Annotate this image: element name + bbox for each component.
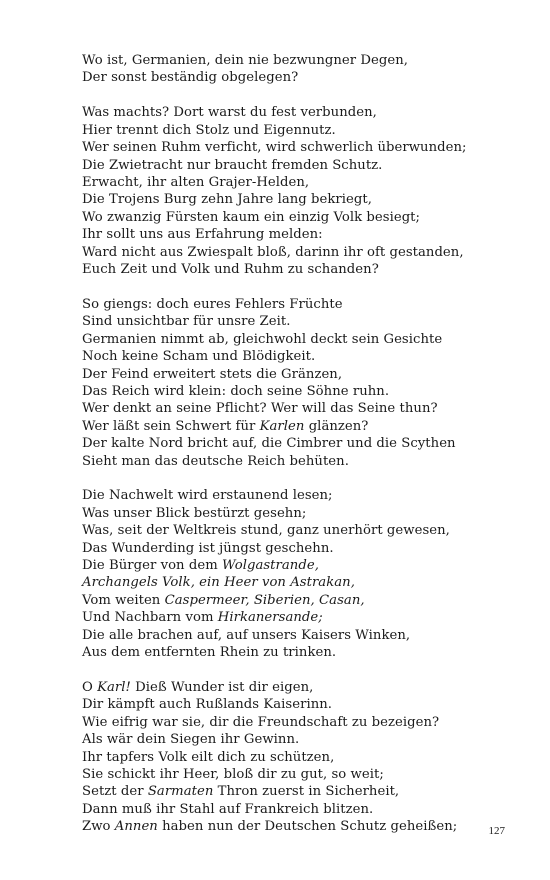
poem-line <box>82 522 482 539</box>
text-segment: Ihr sollt uns aus Erfahrung melden: <box>82 227 323 243</box>
poem-line <box>82 505 482 522</box>
stanza <box>82 296 482 470</box>
italic-segment: Karl! <box>97 680 131 695</box>
text-segment: glänzen? <box>304 418 369 434</box>
poem-line <box>82 714 482 731</box>
stanza <box>82 104 482 278</box>
text-segment: Wie eifrig war sie, dir die Freundschaft zu bezeigen? <box>82 714 440 730</box>
text-segment: Vom weiten <box>82 592 165 608</box>
poem-line <box>82 226 482 243</box>
text-segment: Thron zuerst in Sicherheit, <box>213 784 400 800</box>
text-segment: Das Reich wird klein: doch seine Söhne ruhn. <box>82 383 390 399</box>
text-segment: haben nun der Deutschen Schutz geheißen; <box>157 819 458 835</box>
poem-line <box>82 209 482 226</box>
poem-line <box>82 731 482 748</box>
text-segment: Was machts? Dort warst du fest verbunden, <box>82 105 377 121</box>
poem-line <box>82 348 482 365</box>
poem-line <box>82 644 482 661</box>
stanza <box>82 487 482 661</box>
text-segment: Wer denkt an seine Pflicht? Wer will das Seine thun? <box>82 401 438 417</box>
italic-segment: Sarmaten <box>147 784 214 800</box>
poem-line <box>82 574 482 591</box>
text-segment: Wer läßt sein Schwert für <box>82 418 260 434</box>
poem-line <box>82 627 482 644</box>
poem-line <box>82 696 482 713</box>
poem-line <box>82 313 482 330</box>
text-segment: Was unser Blick bestürzt gesehn; <box>82 505 307 521</box>
poem-line <box>82 801 482 818</box>
text-segment: Dieß Wunder ist dir eigen, <box>130 680 314 695</box>
text-segment: Zwo <box>82 819 115 835</box>
text-segment: Sie schickt ihr Heer, bloß dir zu gut, so weit; <box>82 767 384 783</box>
poem-line <box>82 52 482 69</box>
text-segment: Dir kämpft auch Rußlands Kaiserinn. <box>82 697 333 713</box>
text-segment: Der kalte Nord bricht auf, die Cimbrer und die Scythen <box>82 436 456 452</box>
text-segment: Was, seit der Weltkreis stund, ganz unerhört gewesen, <box>82 523 450 539</box>
poem-line <box>82 766 482 783</box>
text-segment: Die Trojens Burg zehn Jahre lang bekriegt, <box>82 192 372 208</box>
poem-line <box>82 487 482 504</box>
text-segment: Setzt der <box>82 784 148 800</box>
poem-line <box>82 400 482 417</box>
text-segment: Dann muß ihr Stahl auf Frankreich blitzen. <box>82 801 374 817</box>
poem-line <box>82 104 482 121</box>
poem-line <box>82 418 482 435</box>
poem-line <box>82 69 482 86</box>
poem-line <box>82 435 482 452</box>
poem-line <box>82 122 482 139</box>
italic-segment: Wolgastrande, <box>222 558 319 574</box>
text-segment: Erwacht, ihr alten Grajer-Helden, <box>82 174 310 190</box>
text-segment: Ihr tapfers Volk eilt dich zu schützen, <box>82 749 335 765</box>
poem-line <box>82 592 482 609</box>
stanza <box>82 679 482 836</box>
poem-line <box>82 453 482 470</box>
italic-segment: Caspermeer, Siberien, Casan, <box>164 592 365 608</box>
text-segment: O <box>82 680 98 695</box>
text-segment: Als wär dein Siegen ihr Gewinn. <box>82 732 300 748</box>
poem-line <box>82 557 482 574</box>
text-segment: Die alle brachen auf, auf unsers Kaisers Winken, <box>82 627 411 643</box>
poem-line <box>82 383 482 400</box>
italic-segment: Karlen <box>259 418 305 434</box>
text-segment: Ward nicht aus Zwiespalt bloß, darinn ihr oft gestanden, <box>82 244 464 260</box>
poem-line <box>82 609 482 626</box>
poem-line <box>82 818 482 835</box>
text-segment: Euch Zeit und Volk und Ruhm zu schanden? <box>82 261 379 277</box>
text-segment: Der Feind erweitert stets die Gränzen, <box>82 366 343 382</box>
text-segment: Wer seinen Ruhm verficht, wird schwerlich überwunden; <box>82 140 467 156</box>
poem-line <box>82 157 482 174</box>
text-segment: Die Bürger von dem <box>82 558 222 574</box>
text-segment: Das Wunderding ist jüngst geschehn. <box>82 540 334 556</box>
poem-line <box>82 540 482 557</box>
text-segment: Wo ist, Germanien, dein nie bezwungner Degen, <box>82 53 408 68</box>
poem-line <box>82 679 482 696</box>
text-segment: Noch keine Scham und Blödigkeit. <box>82 349 316 365</box>
poem-line <box>82 174 482 191</box>
italic-segment: Archangels Volk, ein Heer von Astrakan, <box>82 575 355 591</box>
text-segment: Wo zwanzig Fürsten kaum ein einzig Volk besiegt; <box>82 209 421 225</box>
poem-line <box>82 366 482 383</box>
page-number: 127 <box>488 825 505 837</box>
poem-line <box>82 296 482 313</box>
text-segment: Der sonst beständig obgelegen? <box>82 70 299 86</box>
text-segment: Sind unsichtbar für unsre Zeit. <box>82 314 291 330</box>
text-segment: Die Zwietracht nur braucht fremden Schutz. <box>82 157 383 173</box>
italic-segment: Annen <box>114 819 158 835</box>
poem-line <box>82 244 482 261</box>
text-segment: Und Nachbarn vom <box>82 610 218 626</box>
text-segment: Sieht man das deutsche Reich behüten. <box>82 453 349 469</box>
text-segment: Die Nachwelt wird erstaunend lesen; <box>82 488 333 504</box>
text-segment: So giengs: doch eures Fehlers Früchte <box>82 296 343 312</box>
poem-line <box>82 139 482 156</box>
poem-line <box>82 749 482 766</box>
italic-segment: Hirkanersande; <box>217 610 323 626</box>
poem-line <box>82 191 482 208</box>
poem-line <box>82 783 482 800</box>
text-segment: Hier trennt dich Stolz und Eigennutz. <box>82 122 336 138</box>
poem-text <box>82 52 482 853</box>
poem-line <box>82 261 482 278</box>
text-segment: Aus dem entfernten Rhein zu trinken. <box>82 645 337 661</box>
text-segment: Germanien nimmt ab, gleichwohl deckt sein Gesichte <box>82 331 443 347</box>
poem-line <box>82 331 482 348</box>
stanza <box>82 52 482 87</box>
